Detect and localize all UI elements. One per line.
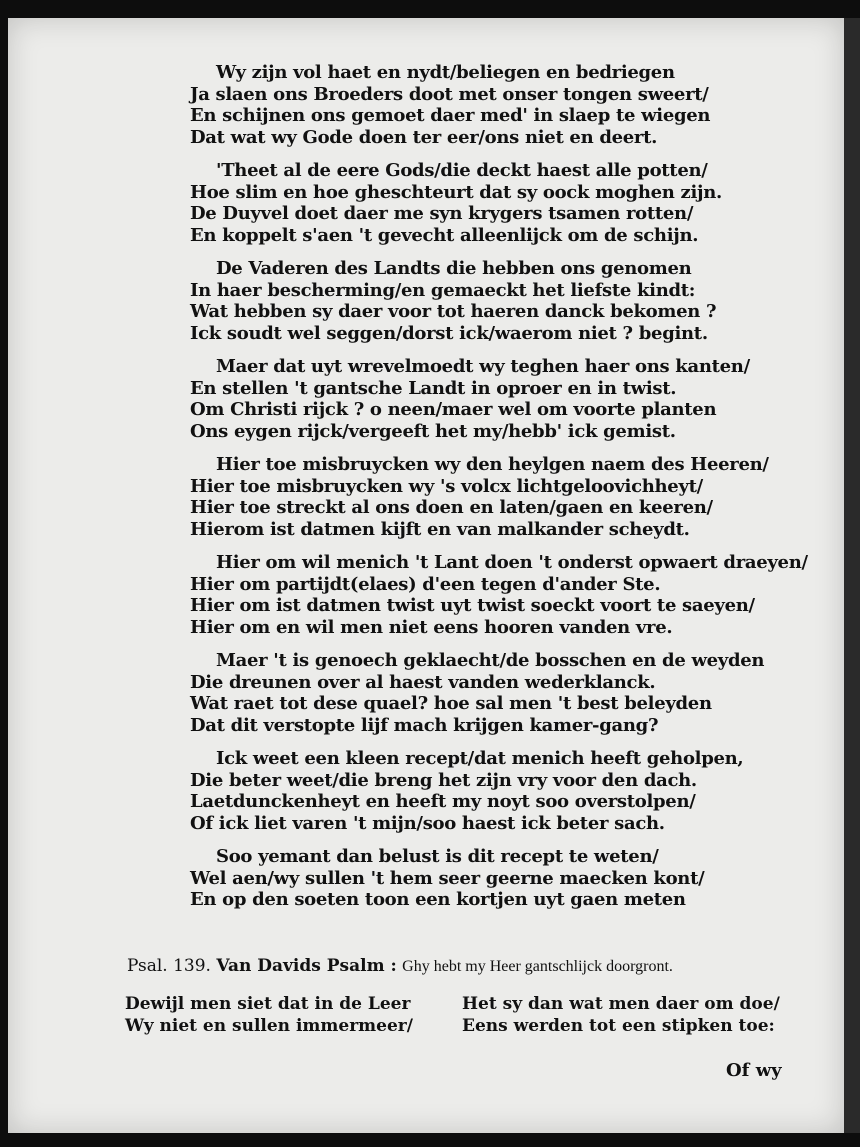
verse-left-line: Wy niet en sullen immermeer/ [125, 1016, 413, 1036]
stanza [190, 846, 800, 911]
catchword: Of wy [726, 1060, 782, 1081]
verse-line: Dat wat wy Gode doen ter eer/ons niet en deert. [190, 126, 658, 148]
verse-line: Ons eygen rijck/vergeeft het my/hebb' ick gemist. [190, 420, 676, 442]
verse-line: Maer 't is genoech geklaecht/de bosschen en de weyden [216, 650, 765, 671]
verse-line: Wat hebben sy daer voor tot haeren danck bekomen ? [190, 301, 717, 322]
verse-line: En stellen 't gantsche Landt in oproer en in twist. [190, 377, 677, 399]
stanza [190, 650, 800, 736]
verse-line: Wat raet tot dese quael? hoe sal men 't best beleyden [190, 693, 712, 714]
verse-line: Soo yemant dan belust is dit recept te weten/ [216, 846, 659, 867]
verse-line: Laetdunckenheyt en heeft my noyt soo overstolpen/ [190, 791, 696, 812]
verse-line: Ick weet een kleen recept/dat menich heeft geholpen, [216, 748, 744, 769]
page-edge-shadow [844, 18, 860, 1133]
verse-line: Hier om wil menich 't Lant doen 't onderst opwaert draeyen/ [216, 552, 808, 573]
verse-line: Wel aen/wy sullen 't hem seer geerne maecken kont/ [190, 867, 705, 889]
verse-line: En koppelt s'aen 't gevecht alleenlijck om de schijn. [190, 224, 699, 246]
stanza [190, 552, 808, 638]
verse-line: Maer dat uyt wrevelmoedt wy teghen haer ons kanten/ [216, 356, 750, 377]
poem-body [190, 62, 808, 923]
verse-line: Hier toe misbruycken wy 's volcx lichtgeloovichheyt/ [190, 475, 703, 497]
stanza [190, 454, 800, 540]
verse-line: Ick soudt wel seggen/dorst ick/waerom niet ? begint. [190, 322, 708, 344]
stanza [190, 356, 800, 442]
psalm-heading [127, 956, 673, 976]
verse-line: Wy zijn vol haet en nydt/beliegen en bedriegen [216, 62, 675, 83]
stanza [190, 258, 800, 344]
verse-line: En op den soeten toon een kortjen uyt gaen meten [190, 889, 686, 910]
stanza [190, 160, 800, 246]
stanza [190, 748, 800, 834]
verse-right-column [462, 993, 780, 1037]
verse-line: De Duyvel doet daer me syn krygers tsamen rotten/ [190, 203, 694, 224]
stanza [190, 62, 800, 148]
verse-line: Hier om partijdt(elaes) d'een tegen d'ander Ste. [190, 573, 661, 595]
verse-line: Ja slaen ons Broeders doot met onser tongen sweert/ [190, 83, 709, 105]
verse-line: Die beter weet/die breng het zijn vry voor den dach. [190, 769, 697, 791]
verse-line: Hier toe streckt al ons doen en laten/gaen en keeren/ [190, 497, 713, 518]
verse-left-line: Dewijl men siet dat in de Leer [125, 994, 411, 1014]
verse-line: Hier om en wil men niet eens hooren vanden vre. [190, 616, 673, 638]
verse-right-line: Het sy dan wat men daer om doe/ [462, 994, 780, 1014]
verse-line: Hier toe misbruycken wy den heylgen naem des Heeren/ [216, 454, 769, 475]
verse-line: Of ick liet varen 't mijn/soo haest ick beter sach. [190, 812, 665, 834]
verse-line: En schijnen ons gemoet daer med' in slaep te wiegen [190, 105, 711, 126]
verse-line: Dat dit verstopte lijf mach krijgen kamer-gang? [190, 714, 659, 736]
psalm-tune: Ghy hebt my Heer gantschlijck doorgront. [402, 958, 673, 975]
psalm-reference: Psal. 139. [127, 956, 211, 976]
verse-line: Hierom ist datmen kijft en van malkander scheydt. [190, 518, 690, 540]
verse-line: Die dreunen over al haest vanden wederklanck. [190, 671, 656, 693]
verse-line: Om Christi rijck ? o neen/maer wel om voorte planten [190, 399, 717, 420]
verse-line: Hier om ist datmen twist uyt twist soeckt voort te saeyen/ [190, 595, 755, 616]
verse-left-column [125, 993, 413, 1037]
verse-line: 'Theet al de eere Gods/die deckt haest alle potten/ [216, 160, 708, 181]
verse-line: Hoe slim en hoe gheschteurt dat sy oock moghen zijn. [190, 181, 722, 203]
verse-line: De Vaderen des Landts die hebben ons genomen [216, 258, 692, 279]
verse-line: In haer bescherming/en gemaeckt het liefste kindt: [190, 279, 696, 301]
verse-right-line: Eens werden tot een stipken toe: [462, 1016, 775, 1036]
psalm-title: Van Davids Psalm : [216, 956, 397, 976]
